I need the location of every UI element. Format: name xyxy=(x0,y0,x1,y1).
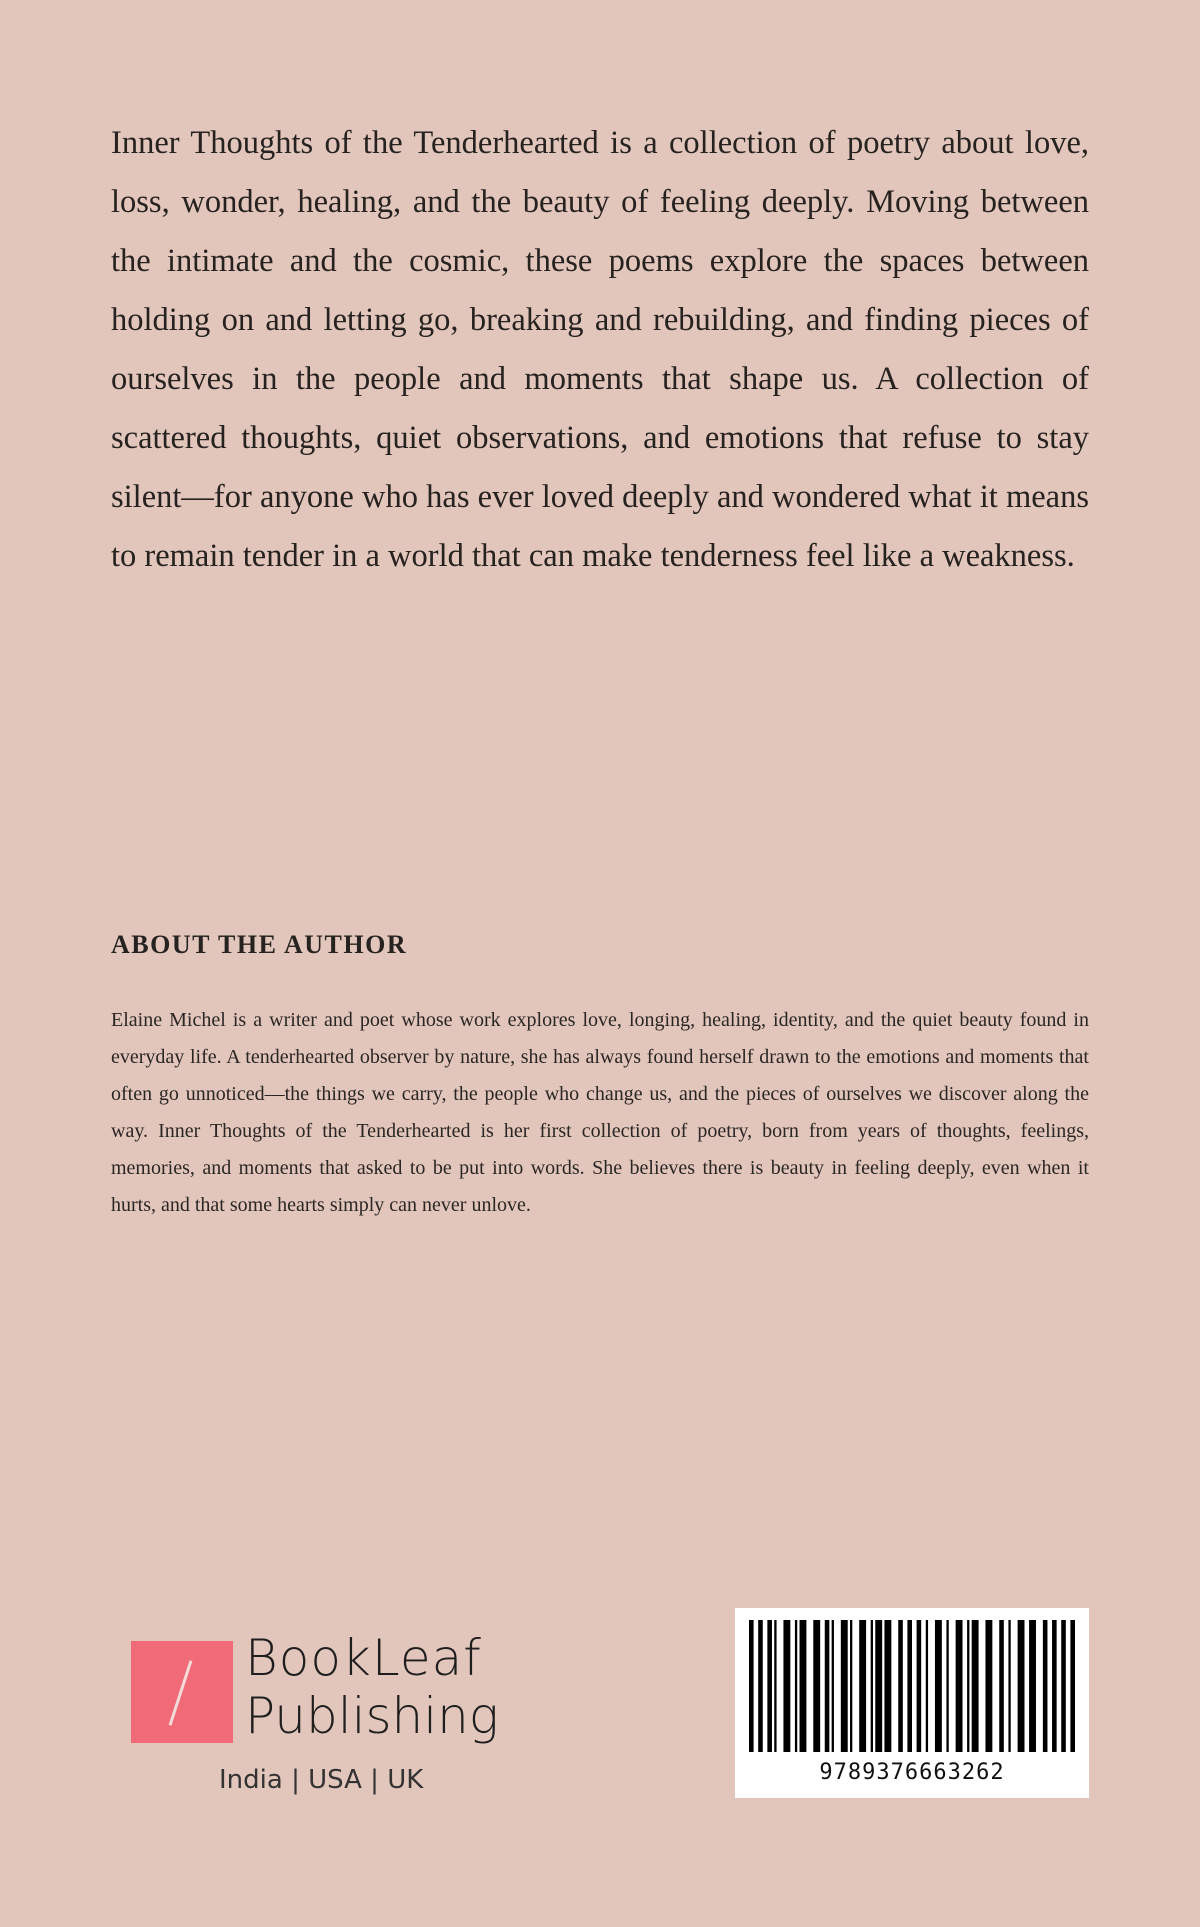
barcode-bar xyxy=(1070,1620,1075,1752)
barcode-bar xyxy=(795,1620,797,1752)
publisher-name-line1: BookLeaf xyxy=(245,1629,482,1687)
barcode-bar xyxy=(1029,1620,1036,1752)
barcode-bar xyxy=(758,1620,763,1752)
barcode-bar xyxy=(841,1620,848,1752)
barcode-bar xyxy=(917,1620,922,1752)
publisher-block xyxy=(131,1629,531,1807)
barcode-bar xyxy=(800,1620,807,1752)
barcode-bar xyxy=(935,1620,942,1752)
barcode-bar xyxy=(871,1620,873,1752)
barcode-bar xyxy=(972,1620,979,1752)
barcode-bar xyxy=(999,1620,1004,1752)
barcode-bar xyxy=(907,1620,912,1752)
barcode-bar xyxy=(926,1620,928,1752)
publisher-regions: India | USA | UK xyxy=(219,1765,424,1795)
barcode-bar xyxy=(1008,1620,1010,1752)
isbn-barcode xyxy=(735,1608,1089,1798)
barcode-bar xyxy=(749,1620,754,1752)
barcode-bar xyxy=(875,1620,882,1752)
barcode-bar xyxy=(850,1620,852,1752)
barcode-bar xyxy=(767,1620,772,1752)
publisher-name xyxy=(245,1629,499,1745)
barcode-bar xyxy=(1043,1620,1048,1752)
barcode-bar xyxy=(946,1620,948,1752)
logo-slash-icon xyxy=(169,1660,193,1726)
about-author-heading: ABOUT THE AUTHOR xyxy=(111,930,408,959)
barcode-bar xyxy=(898,1620,903,1752)
barcode-bar xyxy=(967,1620,969,1752)
barcode-bar xyxy=(1052,1620,1057,1752)
barcode-bars-icon xyxy=(749,1620,1075,1752)
barcode-bar xyxy=(813,1620,820,1752)
barcode-bar xyxy=(825,1620,830,1752)
barcode-bar xyxy=(1061,1620,1066,1752)
barcode-bar xyxy=(832,1620,834,1752)
barcode-bar xyxy=(956,1620,963,1752)
about-author-text: Elaine Michel is a writer and poet whose work explores love, longing, healing, identity, and the quiet beauty found in everyday life. A tenderhearted observer by nature, she has always found herself drawn to the emotions and moments that often go unnoticed—the things we carry, the people who change us, and the pieces of ourselves we discover along the way. Inner Thoughts of the Tenderhearted is her first collection of poetry, born from years of thoughts, feelings, memories, and moments that asked to be put into words. She believes there is beauty in feeling deeply, even when it hurts, and that some hearts simply can never unlove. xyxy=(111,1009,1089,1216)
barcode-bar xyxy=(985,1620,992,1752)
isbn-number: 9789376663262 xyxy=(819,1760,1005,1785)
barcode-bar xyxy=(783,1620,790,1752)
book-description: Inner Thoughts of the Tenderhearted is a collection of poetry about love, loss, wonder, healing, and the beauty of feeling deeply. Moving between the intimate and the cosmic, these poems explore the spaces between holding on and letting go, breaking and rebuilding, and finding pieces of ourselves in the people and moments that shape us. A collection of scattered thoughts, quiet observations, and emotions that refuse to stay silent—for anyone who has ever loved deeply and wondered what it means to remain tender in a world that can make tenderness feel like a weakness. xyxy=(111,125,1089,574)
barcode-bar xyxy=(884,1620,891,1752)
publisher-logo-icon xyxy=(131,1641,233,1743)
publisher-name-line2: Publishing xyxy=(245,1687,499,1745)
barcode-bar xyxy=(1018,1620,1025,1752)
barcode-bar xyxy=(859,1620,866,1752)
barcode-bar xyxy=(774,1620,776,1752)
